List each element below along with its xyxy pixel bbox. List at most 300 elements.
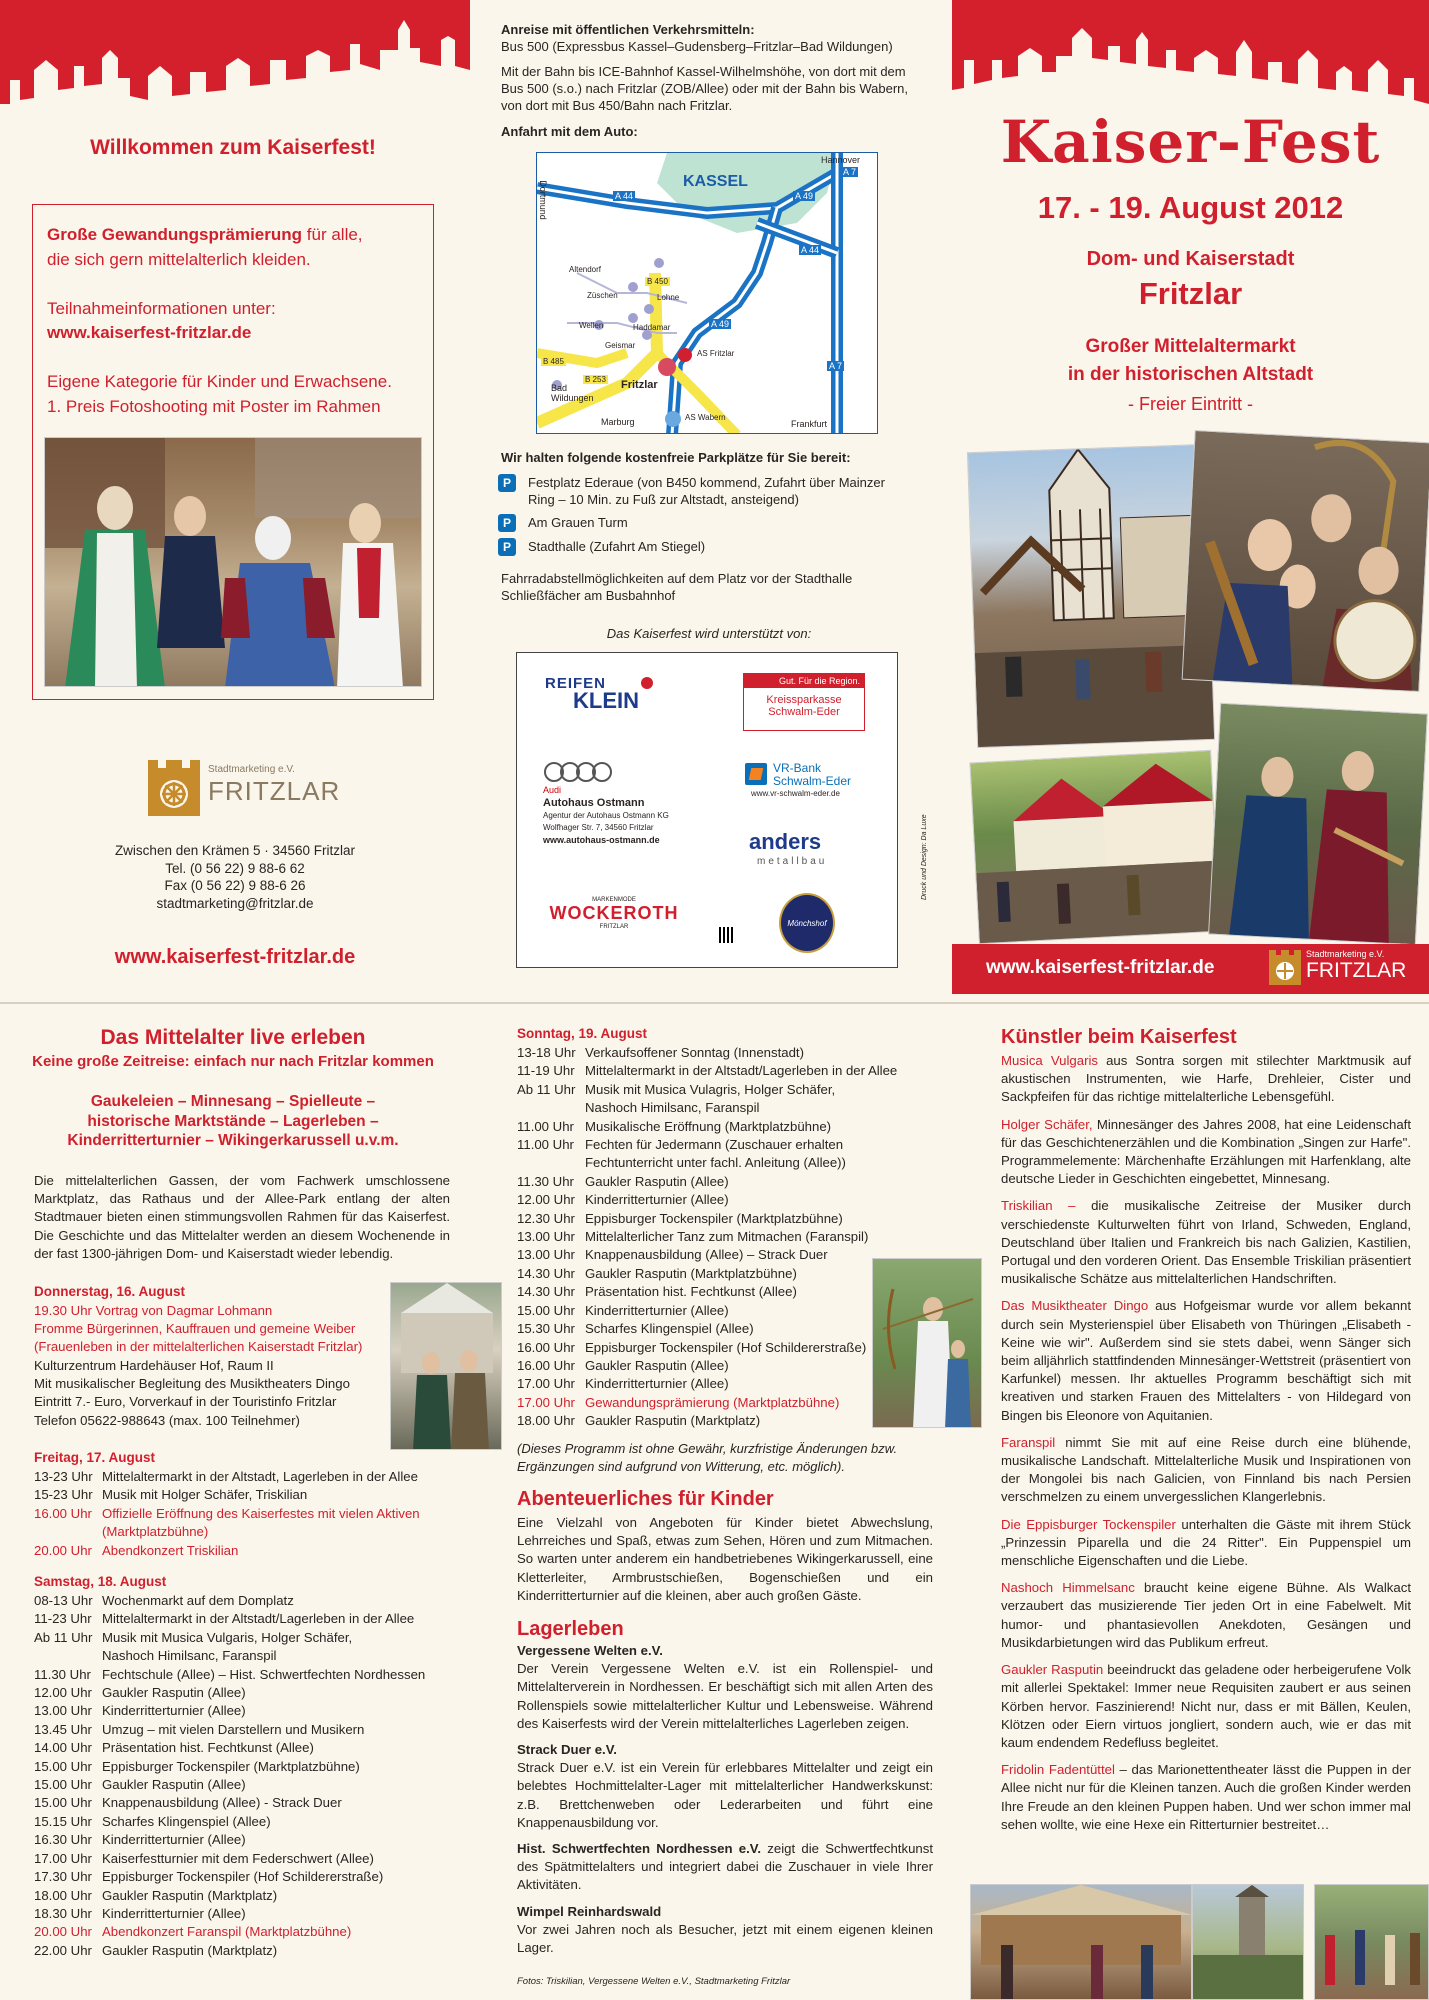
schedule-row (34, 1647, 454, 1665)
schedule-event: Kaiserfestturnier mit dem Federschwert (Allee) (102, 1850, 374, 1866)
artists-heading: Künstler beim Kaiserfest (1001, 1026, 1237, 1048)
schedule-row (517, 1154, 937, 1172)
schedule-time: 17.30 Uhr (34, 1869, 92, 1885)
parking-icon: P (498, 538, 516, 556)
schedule-time: 20.00 Uhr (34, 1924, 92, 1940)
schedule-event: Gaukler Rasputin (Marktplatz) (102, 1887, 278, 1903)
park-item-text: Am Grauen Turm (528, 515, 628, 530)
artist-text: Minnesänger des Jahres 2008, hat eine Leidenschaft für das Geschichtenerzählen und die Kombination „Singen zur Harfe". Programmelemente: Märchenhafte Erzählungen mit Harfenklang, alte deutsche Lieder in Geschichten eingebettet, Minnesang. (1001, 1116, 1411, 1187)
logo-big-text: FRITZLAR (208, 776, 341, 806)
award-box (32, 204, 434, 700)
sponsor-box (516, 652, 898, 968)
photo-tower (1192, 1884, 1304, 2000)
artist-text: aus Sontra sorgen mit stilechter Marktmusik auf akustischen Instrumenten, wie Harfe, Drehleier, Cister und Sackpfeifen für das richtige mittelalterliche Lebensgefühl. (1001, 1053, 1411, 1105)
artist-entry (1001, 1434, 1411, 1507)
do-black-lines (34, 1357, 394, 1430)
ostmann-sub: Agentur der Autohaus Ostmann KG (543, 811, 669, 820)
schedule-time: 15.30 Uhr (517, 1321, 575, 1337)
schedule-row (34, 1794, 454, 1812)
address-line: Zwischen den Krämen 5 · 34560 Fritzlar (114, 843, 356, 858)
schedule-row (34, 1739, 454, 1757)
schedule-time: 18.00 Uhr (517, 1413, 575, 1429)
artist-entry (1001, 1761, 1411, 1834)
schedule-event: Knappenausbildung (Allee) - Strack Duer (102, 1795, 342, 1811)
cover-sub3c: - Freier Eintritt - (1127, 394, 1253, 414)
p4-title: Das Mittelalter live erleben (100, 1026, 366, 1049)
do-line: Mit musikalischer Begleitung des Musiktheaters Dingo (34, 1376, 350, 1392)
award-line-text: die sich gern mittelalterlich kleiden. (47, 249, 311, 269)
panel-program-1 (0, 1004, 476, 2000)
kreissparkasse-logo (743, 673, 865, 731)
schedule-time: 12.30 Uhr (517, 1210, 575, 1226)
map-a7-south: A 7 (829, 361, 843, 371)
ksk-text-2: Schwalm-Eder (768, 706, 840, 718)
moench-text: Mönchshof (787, 919, 827, 928)
award-line-text: Teilnahmeinformationen unter: (47, 298, 276, 318)
friday-schedule (34, 1468, 454, 1560)
schedule-event: Eppisburger Tockenspiler (Marktplatzbühne) (585, 1210, 843, 1226)
award-line (47, 248, 427, 273)
vr-text-2: Schwalm-Eder (773, 774, 852, 788)
audi-text: Audi (543, 785, 562, 795)
disclaimer: (Dieses Programm ist ohne Gewähr, kurzfristige Änderungen bzw. Ergänzungen sind aufgrund von Witterung, etc. möglich). (517, 1441, 898, 1474)
schedule-time: 14.30 Uhr (517, 1284, 575, 1300)
award-line (47, 370, 427, 395)
sa-heading: Samstag, 18. August (34, 1574, 167, 1589)
schedule-time: 22.00 Uhr (34, 1942, 92, 1958)
artist-name: Faranspil (1001, 1434, 1056, 1450)
award-text (47, 223, 427, 419)
welcome-heading: Willkommen zum Kaiserfest! (90, 136, 376, 159)
klein-text: KLEIN (573, 688, 639, 713)
do-heading: Donnerstag, 16. August (34, 1284, 186, 1299)
schedule-time: 18.30 Uhr (34, 1905, 92, 1921)
schedule-event: Musikalische Eröffnung (Marktplatzbühne) (585, 1118, 832, 1134)
artist-text: – das Marionettentheater lässt die Puppen in der Allee nicht nur für die Kleinen tanzen. Auch die großen Kinder werden Ihre Freude an den kleinen Puppen haben. Und wer schon immer mal sehen wollte, wie eine Hexe ein Ritterturnier bestreitet… (1001, 1762, 1411, 1832)
cover-sub2: Fritzlar (1138, 276, 1243, 311)
artist-text: unterhalten die Gäste mit ihrem Stück „Prinzessin Piparella und die 24 Ritter". Ein Puppenspiel um menschliche Eigenschaften und die Liebe. (1001, 1516, 1411, 1569)
schedule-time: 13-18 Uhr (517, 1045, 576, 1060)
cover-sub3a: Großer Mittelaltermarkt (1085, 336, 1296, 357)
award-line (47, 297, 427, 322)
lager-group (517, 1840, 933, 1895)
audi-rings-icon (543, 761, 613, 783)
schedule-row (517, 1191, 937, 1209)
schedule-event: Umzug – mit vielen Darstellern und Musikern (102, 1721, 365, 1737)
p4-intro: Die mittelalterlichen Gassen, der vom Fachwerk umschlossene Marktplatz, das Rathaus und der Allee-Park entlang der alten Stadtmauer bieten einen stimmungsvollen Rahmen für das Kaiserfest. Die Geschichte und das Mittelalter werden an diesem Wochenende in der fast 1300-jährigen Dom- und Kaiserstadt wieder lebendig. (34, 1173, 450, 1261)
schedule-event: Präsentation hist. Fechtkunst (Allee) (102, 1740, 314, 1756)
artist-entry (1001, 1052, 1411, 1107)
address-line: Fax (0 56 22) 9 88-6 26 (164, 878, 306, 893)
schedule-event: Kinderritterturnier (Allee) (102, 1832, 246, 1848)
park-item-text: Stadthalle (Zufahrt Am Stiegel) (528, 539, 706, 554)
panel-welcome (0, 0, 476, 1000)
vr-icon (745, 763, 767, 785)
schedule-time: 11.00 Uhr (517, 1118, 574, 1134)
lager-group (517, 1741, 933, 1832)
schedule-time: 16.00 Uhr (34, 1505, 92, 1521)
schedule-time: 18.00 Uhr (34, 1887, 92, 1903)
schedule-time: 15.00 Uhr (517, 1302, 575, 1318)
schedule-event: Kinderritterturnier (Allee) (585, 1376, 729, 1392)
saturday-schedule (34, 1592, 454, 1960)
schedule-event: Scharfes Klingenspiel (Allee) (585, 1321, 754, 1337)
auto-heading: Anfahrt mit dem Auto: (501, 124, 638, 139)
schedule-event: Kinderritterturnier (Allee) (102, 1905, 246, 1921)
schedule-event: Mittelaltermarkt in der Altstadt/Lagerleben in der Allee (102, 1611, 415, 1627)
wocke-text: WOCKEROTH (549, 903, 679, 923)
schedule-row (34, 1776, 454, 1794)
footer-url[interactable]: www.kaiserfest-fritzlar.de (114, 946, 356, 968)
schedule-time: 20.00 Uhr (34, 1542, 92, 1558)
park-item (498, 474, 918, 508)
schedule-event: Kinderritterturnier (Allee) (585, 1192, 729, 1208)
lager-group-name: Hist. Schwertfechten Nordhessen e.V. (517, 1841, 762, 1857)
map-dortmund: Dortmund (537, 180, 548, 220)
reifen-text: REIFEN (545, 675, 607, 692)
cover-url[interactable]: www.kaiserfest-fritzlar.de (986, 957, 1215, 978)
schedule-time (34, 1523, 102, 1541)
schedule-event: Musik mit Musica Vulgaris, Holger Schäfer, (102, 1629, 353, 1645)
photo-musicians (1182, 430, 1429, 692)
panel-cover (952, 0, 1429, 1000)
schedule-time: 13.00 Uhr (517, 1229, 575, 1245)
schedule-time: 11.30 Uhr (34, 1666, 91, 1682)
park-item (498, 514, 918, 532)
schedule-row (34, 1523, 454, 1541)
do-red-line: 19.30 Uhr Vortrag von Dagmar Lohmann (34, 1303, 273, 1318)
qr-code-icon (719, 927, 735, 943)
schedule-row (517, 1099, 937, 1117)
schedule-row (34, 1813, 454, 1831)
parking-icon: P (498, 474, 516, 492)
schedule-time: 15.00 Uhr (34, 1758, 92, 1774)
schedule-time (517, 1154, 585, 1172)
schedule-event: Musik mit Musica Vulagris, Holger Schäfer, (585, 1081, 836, 1097)
ksk-text-1: Kreissparkasse (766, 694, 842, 706)
photo-performers (1208, 703, 1428, 946)
contact-address (0, 842, 470, 912)
artist-entry (1001, 1516, 1411, 1571)
schedule-row (517, 1173, 937, 1191)
schedule-event: Scharfes Klingenspiel (Allee) (102, 1813, 271, 1829)
schedule-event: Nashoch Himilsanc, Faranspil (585, 1100, 760, 1116)
artist-text: nimmt Sie mit auf eine Reise durch eine blühende, musikalische Landschaft. Mittelalterliche Musik und Inspirationen von der Mongolei bis nach Galicien, von Finnland bis nach Persien verschmelzen zu einem unvergesslichen Klangerlebnis. (1001, 1434, 1411, 1505)
schedule-row (34, 1923, 454, 1941)
kinder-heading: Abenteuerliches für Kinder (517, 1488, 774, 1510)
map-a44-east: A 44 (801, 245, 820, 255)
schedule-time: Ab 11 Uhr (34, 1629, 93, 1645)
map-a44-west: A 44 (615, 191, 634, 201)
do-line: Telefon 05622-988643 (max. 100 Teilnehmer) (34, 1412, 300, 1428)
so-heading: Sonntag, 19. August (517, 1026, 648, 1041)
schedule-row (517, 1044, 937, 1062)
artist-name: Fridolin Fadentüttel (1001, 1762, 1115, 1778)
schedule-row (34, 1850, 454, 1868)
schedule-row (34, 1592, 454, 1610)
schedule-row (34, 1758, 454, 1776)
map-hannover: Hannover (821, 155, 861, 165)
gut-text: Gut. Für die Region. (744, 674, 864, 688)
schedule-time: 16.00 Uhr (517, 1339, 575, 1355)
award-line (47, 321, 427, 346)
schedule-time: 16.30 Uhr (34, 1832, 92, 1848)
cover-footer-bar (952, 944, 1429, 994)
schedule-event: Gaukler Rasputin (Marktplatz) (102, 1942, 278, 1958)
photo-market-stall (970, 1884, 1192, 2000)
schedule-row (517, 1118, 937, 1136)
photo-market-square (967, 444, 1215, 748)
do-red-lines (34, 1302, 394, 1357)
lager-group-text: Strack Duer e.V. ist ein Verein für erlebbares Mittelalter und zeigt ein belebtes Hochmittelalter-Lager mit mittelalterlicher Handwerkskunst: z.B. Brettchenweben oder Lederarbeiten und führt eine Knappenausbildung vor. (517, 1760, 933, 1830)
schedule-time: 11.00 Uhr (517, 1137, 574, 1153)
schedule-row (34, 1942, 454, 1960)
map-a49-south: A 49 (711, 319, 730, 329)
schedule-time: 13.00 Uhr (517, 1247, 575, 1263)
schedule-row (34, 1905, 454, 1923)
schedule-time: 12.00 Uhr (34, 1685, 92, 1701)
oev-bus: Bus 500 (Expressbus Kassel–Gudensberg–Fritzlar–Bad Wildungen) (501, 39, 893, 54)
schedule-event: Präsentation hist. Fechtkunst (Allee) (585, 1284, 797, 1300)
schedule-time: 16.00 Uhr (517, 1357, 575, 1373)
schedule-row (34, 1887, 454, 1905)
artist-name: Musica Vulgaris (1001, 1053, 1098, 1068)
artist-name: Gaukler Rasputin (1001, 1662, 1104, 1678)
schedule-event: Mittelaltermarkt in der Altstadt, Lagerleben in der Allee (102, 1469, 418, 1484)
schedule-row (517, 1210, 937, 1228)
award-line-text: www.kaiserfest-fritzlar.de (47, 323, 252, 342)
artist-name: Triskilian – (1001, 1198, 1076, 1214)
schedule-row (517, 1228, 937, 1246)
cover-logo-small: Stadtmarketing e.V. (1306, 949, 1385, 959)
schedule-event: Fechtunterricht unter fachl. Anleitung (Allee)) (585, 1155, 846, 1171)
schedule-time: 15.15 Uhr (34, 1813, 92, 1829)
skyline-banner (0, 0, 470, 110)
reifen-klein-logo (545, 675, 639, 714)
schedule-row (34, 1468, 454, 1486)
artist-entry (1001, 1197, 1411, 1288)
p4-subtitle: Keine große Zeitreise: einfach nur nach Fritzlar kommen (32, 1053, 434, 1070)
map-b253: B 253 (585, 375, 606, 384)
park-heading: Wir halten folgende kostenfreie Parkplätze für Sie bereit: (501, 450, 851, 465)
schedule-event: Gewandungsprämierung (Marktplatzbühne) (585, 1394, 840, 1410)
cover-logo-icon (1268, 950, 1302, 986)
p4-tags: Gaukeleien – Minnesang – Spielleute – historische Marktstände – Lagerleben – Kinderritterturnier – Wikingerkarussell u.v.m. (67, 1093, 399, 1149)
schedule-event: Kinderritterturnier (Allee) (585, 1302, 729, 1318)
schedule-time: 15.00 Uhr (34, 1795, 92, 1811)
schedule-row (34, 1542, 454, 1560)
award-photo (44, 437, 422, 687)
fr-heading: Freitag, 17. August (34, 1450, 156, 1465)
schedule-event: Musik mit Holger Schäfer, Triskilian (102, 1487, 308, 1503)
map-fritzlar: Fritzlar (621, 379, 658, 391)
oev-train: Mit der Bahn bis ICE-Bahnhof Kassel-Wilhelmshöhe, von dort mit dem Bus 500 (s.o.) nach Fritzlar (ZOB/Allee) oder mit der Bahn bis Wabern, von dort mit Bus 450/Bahn nach Fritzlar. (501, 64, 909, 113)
photo-tents (969, 750, 1220, 944)
schedule-row (34, 1505, 454, 1523)
vr-url[interactable]: www.vr-schwalm-eder.de (751, 789, 840, 798)
schedule-row (34, 1610, 454, 1628)
lager-groups (517, 1642, 933, 1965)
schedule-time: 11-19 Uhr (517, 1063, 575, 1079)
red-dot-icon (641, 677, 653, 689)
schedule-time: 13-23 Uhr (34, 1469, 93, 1484)
schedule-time: 13.45 Uhr (34, 1721, 92, 1737)
cover-sub1: Dom- und Kaiserstadt (1086, 248, 1295, 270)
schedule-event: Fechten für Jedermann (Zuschauer erhalten (585, 1137, 844, 1153)
park-list (498, 474, 918, 562)
schedule-row (34, 1702, 454, 1720)
parking-icon: P (498, 514, 516, 532)
panel-directions (476, 0, 952, 1000)
schedule-time: 08-13 Uhr (34, 1593, 93, 1608)
ostmann-url[interactable]: www.autohaus-ostmann.de (543, 835, 660, 845)
map-wellen: Wellen (579, 321, 604, 330)
sponsor-heading: Das Kaiserfest wird unterstützt von: (606, 626, 812, 641)
schedule-event: Nashoch Himilsanc, Faranspil (102, 1648, 277, 1664)
address-line: stadtmarketing@fritzlar.de (156, 895, 314, 911)
award-line-text: 1. Preis Fotoshooting mit Poster im Rahmen (47, 396, 381, 416)
schedule-row (34, 1684, 454, 1702)
schedule-event: Wochenmarkt auf dem Domplatz (102, 1593, 294, 1608)
artist-entry (1001, 1116, 1411, 1189)
schedule-time: 17.00 Uhr (34, 1850, 92, 1866)
schedule-row (517, 1062, 937, 1080)
map-a7-north: A 7 (843, 167, 857, 177)
map-badwildungen: Bad Wildungen (551, 383, 594, 403)
address-line: Tel. (0 56 22) 9 88-6 62 (165, 860, 305, 876)
schedule-event: Mittelaltermarkt in der Altstadt/Lagerleben in der Allee (585, 1063, 898, 1079)
award-line (47, 395, 427, 420)
artist-text: die musikalische Zeitreise der Musiker durch verschiedenste Kulturwelten führt von Irland, Schweden, England, Deutschland über Italien und Frankreich bis nach Galizien, Kastilien, Portugal und den vorderen Orient. Das Ensemble Triskilian präsentiert musikalische Schätze aus mittelalterlichen Handschriften. (1001, 1198, 1411, 1287)
wocke-sub: FRITZLAR (599, 924, 629, 930)
artist-text: aus Hofgeismar wurde vor allem bekannt durch sein Mysterienspiel über Elisabeth von Thüringen „Elisabeth - Keine wie wir". Außerdem sind sie stets dabei, wenn Sänger sich beim alljährlich stattfindenden Minnesänger-Wettstreit (präsentiert von Karfunkel) messen. Ihr aktuelles Programm beschäftigt sich mit kreativen und starken Frauen des Mittelalters - von Hildegard von Bingen bis Eleonore von Aquitanien. (1001, 1298, 1411, 1423)
schedule-event: Eppisburger Tockenspiler (Hof Schildererstraße) (585, 1339, 867, 1355)
ostmann-text: Autohaus Ostmann (543, 797, 645, 809)
schedule-row (34, 1666, 454, 1684)
cover-date: 17. - 19. August 2012 (1037, 190, 1344, 225)
schedule-row (34, 1868, 454, 1886)
schedule-time (517, 1099, 585, 1117)
map-altendorf: Altendorf (569, 265, 602, 274)
lager-group-text: Der Verein Vergessene Welten e.V. ist ein Rollenspiel- und Mittelalterverein in Nordhessen. Er beschäftigt sich mit allen Arten des Rollenspiels sowie mittelalterlicher Kultur und Lebensweise. Während des Kaiserfests wird der Verein mittelalterliches Lagerleben zeigen. (517, 1661, 933, 1731)
photo-credits: Fotos: Triskilian, Vergessene Welten e.V., Stadtmarketing Fritzlar (517, 1976, 791, 1987)
schedule-time: 15-23 Uhr (34, 1487, 93, 1503)
wockeroth-logo (539, 897, 689, 930)
map-geismar: Geismar (605, 341, 636, 350)
photo-crowd (1314, 1884, 1429, 2000)
lager-group (517, 1903, 933, 1958)
award-line-text: Große Gewandungsprämierung (47, 225, 303, 244)
artist-text: braucht keine eigene Bühne. Als Walkact verzaubert das musizierende Tier jeden Ort in eine Fabelwelt. Mit humor- und phantasievollen Anekdoten, Gesängen und Musikdarbietungen wird das Publikum erfreut. (1001, 1580, 1411, 1650)
map-zuschen: Züschen (587, 291, 618, 300)
schedule-event: Gaukler Rasputin (Allee) (585, 1173, 729, 1189)
map-lohne: Lohne (657, 293, 680, 302)
logo-small-text: Stadtmarketing e.V. (208, 764, 295, 775)
kinder-text: Eine Vielzahl von Angeboten für Kinder bietet Abwechslung, Lehrreiches und Spaß, etwas zum Sehen, Hören und zum Mitmachen. So warten unter anderem ein handbetriebenes Wikingerkarussell, eine Kletterleiter, Armbrustschießen, Bogenschießen und ein Kinderritterturnier auf die kleinen, aber auch großen Gäste. (517, 1515, 933, 1603)
skyline-banner-cover (952, 0, 1429, 110)
award-line-text: Eigene Kategorie für Kinder und Erwachsene. (47, 372, 392, 391)
schedule-event: Gaukler Rasputin (Allee) (102, 1777, 246, 1793)
award-line (47, 346, 427, 371)
schedule-event: (Marktplatzbühne) (102, 1524, 209, 1540)
panel-program-2 (476, 1004, 952, 2000)
artist-entry (1001, 1297, 1411, 1424)
artist-text: beeindruckt das geladene oder herbeigerufene Volk mit allerlei Spektakel: Immer neue Requisiten zaubert er aus seinen Körben hervor. Faszinierend! Nicht nur, dass er mit Bällen, Keulen, Klötzen oder Eiern virtuos jongliert, sondern auch, wie er das mit kaum endendem Redefluss begleitet. (1001, 1662, 1412, 1750)
map-as-wabern: AS Wabern (685, 413, 726, 422)
map-haddamar: Haddamar (633, 323, 671, 332)
lager-group-text: Vor zwei Jahren noch als Besucher, jetzt mit einem eigenen kleinen Lager. (517, 1921, 933, 1956)
wocke-top: MARKENMODE (592, 897, 636, 903)
award-line-suffix: für alle, (302, 225, 363, 244)
schedule-row (34, 1629, 454, 1647)
schedule-event: Knappenausbildung (Allee) – Strack Duer (585, 1247, 828, 1263)
anders-sub: metallbau (757, 856, 828, 867)
do-red-line: (Frauenleben in der mittelalterlichen Kaiserstadt Fritzlar) (34, 1339, 363, 1355)
schedule-event: Gaukler Rasputin (Marktplatzbühne) (585, 1265, 797, 1281)
schedule-event: Eppisburger Tockenspiler (Marktplatzbühne) (102, 1758, 360, 1774)
lager-group-name: Strack Duer e.V. (517, 1742, 617, 1758)
schedule-event: Abendkonzert Faranspil (Marktplatzbühne) (102, 1924, 352, 1940)
schedule-time: 17.00 Uhr (517, 1376, 575, 1392)
panel-artists (952, 1004, 1429, 2000)
schedule-event: Gaukler Rasputin (Allee) (102, 1685, 246, 1701)
map-as-fritzlar: AS Fritzlar (697, 349, 735, 358)
map-a49-north: A 49 (795, 191, 814, 201)
bike-info: Fahrradabstellmöglichkeiten auf dem Platz vor der Stadthalle Schließfächer am Busbahnhof (501, 571, 853, 603)
schedule-time: 11.30 Uhr (517, 1173, 574, 1189)
road-map (536, 152, 878, 434)
schedule-time: 12.00 Uhr (517, 1192, 575, 1208)
stadtmarketing-logo (146, 760, 341, 820)
lager-group (517, 1642, 933, 1733)
park-item-text: Festplatz Ederaue (von B450 kommend, Zufahrt über Mainzer Ring – 10 Min. zu Fuß zur Altstadt, ansteigend) (528, 475, 885, 507)
schedule-event: Offizielle Eröffnung des Kaiserfestes mit vielen Aktiven (102, 1505, 420, 1521)
map-kassel: KASSEL (683, 173, 748, 190)
artist-name: Holger Schäfer, (1001, 1116, 1093, 1132)
map-frankfurt: Frankfurt (791, 419, 828, 429)
schedule-row (517, 1136, 937, 1154)
lager-group-name: Vergessene Welten e.V. (517, 1643, 663, 1658)
anders-text: anders (749, 829, 822, 854)
map-marburg: Marburg (601, 417, 635, 427)
artist-name: Das Musiktheater Dingo (1001, 1298, 1149, 1314)
schedule-time: 13.00 Uhr (34, 1703, 92, 1719)
schedule-event: Fechtschule (Allee) – Hist. Schwertfechten Nordhessen (102, 1666, 426, 1682)
schedule-time: 17.00 Uhr (517, 1394, 575, 1410)
lager-group-name: Wimpel Reinhardswald (517, 1903, 662, 1919)
schedule-row (34, 1831, 454, 1849)
lager-group-text: zeigt die Schwertfechtkunst des Spätmittelalters und integriert dabei die Zuschauer in viele Ihrer Aktivitäten. (517, 1841, 933, 1893)
schedule-event: Mittelalterlicher Tanz zum Mitmachen (Faranspil) (585, 1229, 869, 1245)
do-line: Eintritt 7.- Euro, Vorverkauf in der Touristinfo Fritzlar (34, 1394, 337, 1410)
schedule-row (34, 1721, 454, 1739)
do-line: Kulturzentrum Hardehäuser Hof, Raum II (34, 1358, 274, 1373)
lager-heading: Lagerleben (517, 1618, 624, 1640)
ostmann-addr: Wolfhager Str. 7, 34560 Fritzlar (543, 823, 654, 832)
schedule-row (34, 1486, 454, 1504)
map-b485: B 485 (543, 357, 564, 366)
artist-entry (1001, 1579, 1411, 1652)
map-b450: B 450 (647, 277, 668, 286)
cover-title: Kaiser-Fest (1000, 108, 1381, 176)
schedule-event: Kinderritterturnier (Allee) (102, 1703, 246, 1719)
crown-wheel-icon (146, 760, 202, 818)
artist-name: Die Eppisburger Tockenspiler (1001, 1516, 1176, 1532)
schedule-event: Eppisburger Tockenspiler (Hof Schildererstraße) (102, 1869, 384, 1885)
oev-heading: Anreise mit öffentlichen Verkehrsmitteln: (501, 22, 755, 37)
vr-text-1: VR-Bank (773, 761, 822, 775)
schedule-event: Abendkonzert Triskilian (102, 1542, 239, 1558)
